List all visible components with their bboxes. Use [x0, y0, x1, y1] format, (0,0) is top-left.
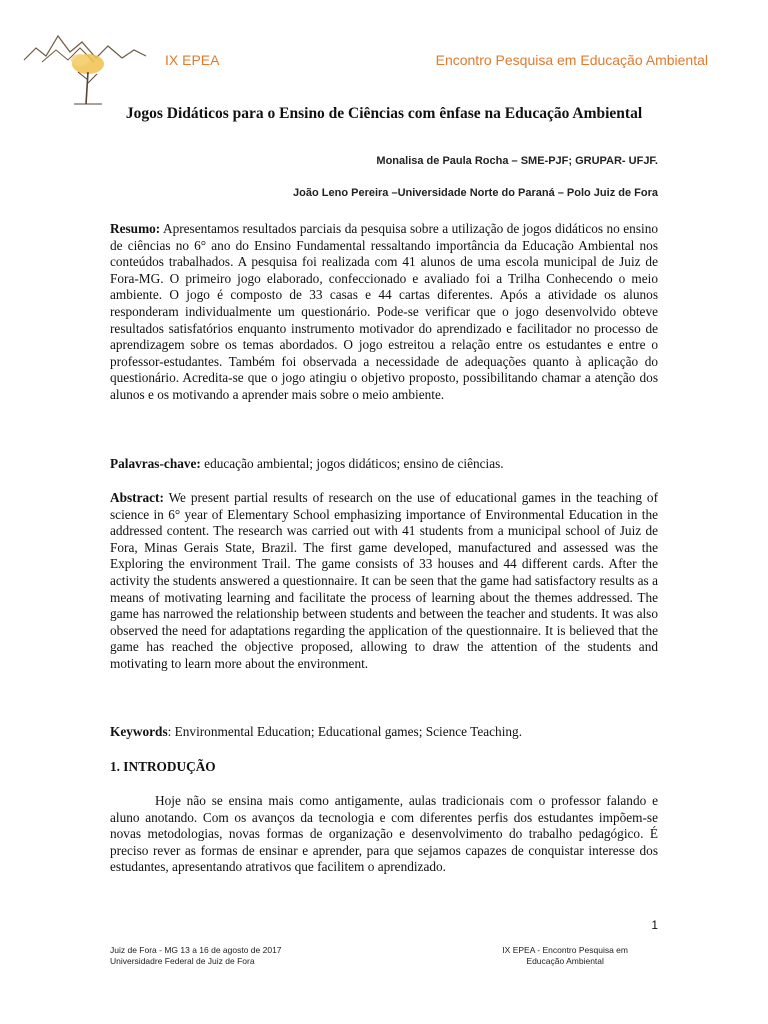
keywords-label: Keywords: [110, 724, 168, 739]
mountains-tree-icon: [22, 28, 162, 110]
author-1: Monalisa de Paula Rocha – SME-PJF; GRUPAR- UFJF.: [376, 155, 658, 167]
header-event-fullname: Encontro Pesquisa em Educação Ambiental: [435, 52, 708, 68]
footer-right-line-2: Educação Ambiental: [526, 956, 604, 966]
keywords-paragraph: [110, 724, 658, 741]
resumo-label: Resumo:: [110, 221, 161, 236]
footer-left-line-1: Juiz de Fora - MG 13 a 16 de agosto de 2017: [110, 945, 282, 955]
footer-left-line-2: Universidadre Federal de Juiz de Fora: [110, 956, 255, 966]
header-event-label: IX EPEA: [165, 52, 220, 68]
palavras-chave-text: educação ambiental; jogos didáticos; ensino de ciências.: [200, 456, 504, 471]
palavras-chave-label: Palavras-chave:: [110, 456, 201, 471]
palavras-chave-paragraph: [110, 456, 658, 473]
resumo-paragraph: [110, 221, 658, 404]
epea-logo: [22, 28, 162, 110]
paper-title: Jogos Didáticos para o Ensino de Ciências com ênfase na Educação Ambiental: [125, 105, 643, 122]
intro-paragraph: Hoje não se ensina mais como antigamente, aulas tradicionais com o professor falando e aluno anotando. Com os avanços da tecnologia e com diferentes perfis dos estudantes impõem-se novas metodologias, novas formas de organização e desenvolvimento do trabalho pedagógico. É preciso rever as formas de ensinar e aprender, para que sejamos capazes de conquistar interesse dos estudantes, apresentando atrativos que facilitem o aprendizado.: [110, 793, 658, 875]
keywords-text: : Environmental Education; Educational games; Science Teaching.: [167, 724, 523, 739]
author-2: João Leno Pereira –Universidade Norte do Paraná – Polo Juiz de Fora: [293, 187, 658, 199]
section-heading: 1. INTRODUÇÃO: [110, 759, 216, 774]
resumo-text: Apresentamos resultados parciais da pesquisa sobre a utilização de jogos didáticos no ensino de ciências no 6° ano do Ensino Fundamental ressaltando importância da Educação Ambiental nos conteúdos trabalhados. A pesquisa foi realizada com 41 alunos de uma escola municipal de Juiz de Fora-MG. O primeiro jogo elaborado, confeccionado e avaliado foi a Trilha Conhecendo o meio ambiente. O jogo é composto de 33 casas e 44 cartas diferentes. Após a atividade os alunos responderam individualmente um questionário. Pode-se verificar que o jogo desenvolvido obteve resultados satisfatórios enquanto instrumento motivador do aprendizado e facilitador no processo de aprendizagem sobre os temas abordados. O jogo estreitou a relação entre os estudantes e entre o professor-estudantes. Também foi observada a necessidade de adequações quanto à aplicação do questionário. Acredita-se que o jogo atingiu o objetivo proposto, possibilitando chamar a atenção dos alunos e os motivando a aprender mais sobre o meio ambiente.: [110, 221, 658, 402]
abstract-paragraph: [110, 490, 658, 673]
footer-right-line-1: IX EPEA - Encontro Pesquisa em: [502, 945, 628, 955]
footer-left: [110, 945, 282, 967]
abstract-label: Abstract:: [110, 490, 164, 505]
page-number: 1: [651, 918, 658, 932]
abstract-text: We present partial results of research on the use of educational games in the teaching of science in 6° year of Elementary School emphasizing importance of Environmental Education in the addressed content. The research was carried out with 41 students from a municipal school of Juiz de Fora, Minas Gerais State, Brazil. The first game developed, manufactured and assessed was the Exploring the environment Trail. The game consists of 33 houses and 44 different cards. After the activity the students answered a questionnaire. It can be seen that the game had satisfactory results as a means of motivating learning and facilitate the process of learning about the themes addressed. The game has narrowed the relationship between students and between the teacher and students. It was also observed the need for adaptations regarding the application of the questionnaire. It is believed that the game has reached the objective proposed, allowing to draw the attention of the students and motivating to learn more about the environment.: [110, 490, 658, 671]
footer-right: [502, 945, 628, 967]
